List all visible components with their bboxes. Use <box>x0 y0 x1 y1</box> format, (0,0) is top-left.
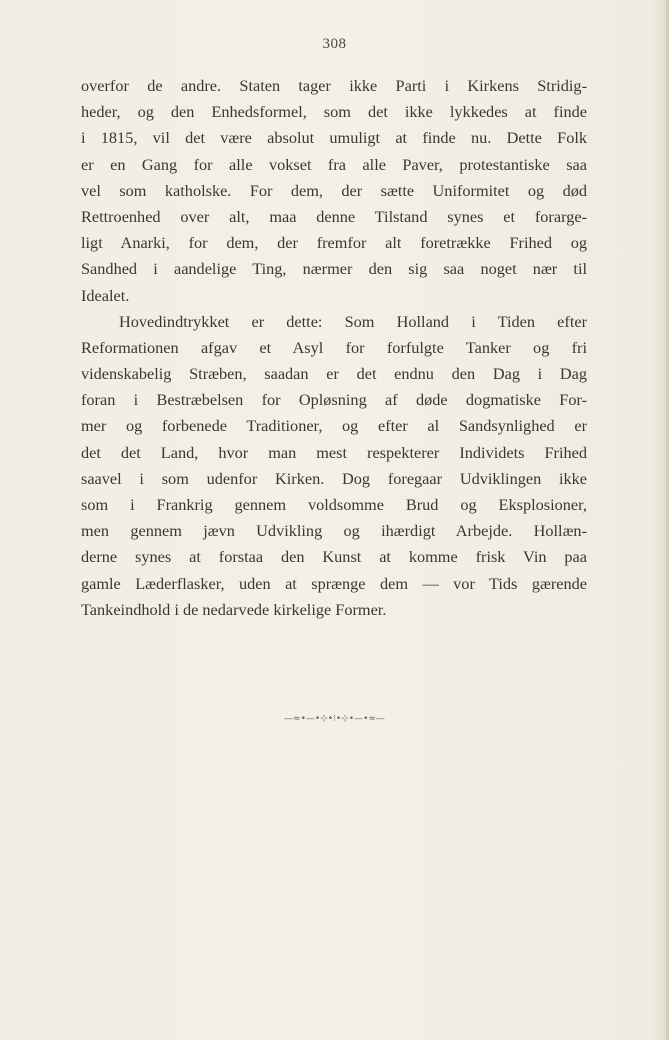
text-line: men gennem jævn Udvikling og ihærdigt Arbejde. Hollæn- <box>81 521 587 541</box>
page-number: 308 <box>322 36 347 52</box>
text-line: foran i Bestræbelsen for Opløsning af døde dogmatiske For- <box>81 390 587 410</box>
text-line: det det Land, hvor man mest respekterer Individets Frihed <box>81 442 587 462</box>
text-line: Reformationen afgav et Asyl for forfulgte Tanker og fri <box>81 337 587 357</box>
text-line: videnskabelig Stræben, saadan er det endnu den Dag i Dag <box>81 364 587 384</box>
text-line: i 1815, vil det være absolut umuligt at finde nu. Dette Folk <box>81 128 587 148</box>
text-line: Rettroenhed over alt, maa denne Tilstand synes et forarge- <box>81 206 587 226</box>
text-line: saavel i som udenfor Kirken. Dog foregaar Udviklingen ikke <box>81 468 587 488</box>
text-line: vel som katholske. For dem, der sætte Uniformitet og død <box>81 180 587 200</box>
text-line: heder, og den Enhedsformel, som det ikke lykkedes at finde <box>81 102 587 122</box>
text-line: som i Frankrig gennem voldsomme Brud og Eksplosioner, <box>81 495 587 514</box>
page-edge-shadow <box>663 0 669 1040</box>
text-line: Idealet. <box>81 285 130 305</box>
end-ornament: —≈•—•⊹•⁝•⊹•—•≈— <box>284 714 385 724</box>
paragraph-2 <box>81 309 587 623</box>
text-line: derne synes at forstaa den Kunst at komme frisk Vin paa <box>81 547 587 567</box>
text-line: Tankeindhold i de nedarvede kirkelige Former. <box>81 599 387 619</box>
paragraph-1 <box>81 73 587 309</box>
text-line: ligt Anarki, for dem, der fremfor alt foretrække Frihed og <box>81 233 587 253</box>
body-text <box>81 73 587 623</box>
text-line: Hovedindtrykket er dette: Som Holland i Tiden efter <box>119 311 587 331</box>
text-line: overfor de andre. Staten tager ikke Parti i Kirkens Stridig- <box>81 76 587 95</box>
text-line: er en Gang for alle vokset fra alle Paver, protestantiske saa <box>81 154 587 174</box>
text-line: mer og forbenede Traditioner, og efter al Sandsynlighed er <box>81 416 587 436</box>
text-line: gamle Læderflasker, uden at sprænge dem — vor Tids gærende <box>81 573 587 593</box>
text-line: Sandhed i aandelige Ting, nærmer den sig saa noget nær til <box>81 259 587 279</box>
